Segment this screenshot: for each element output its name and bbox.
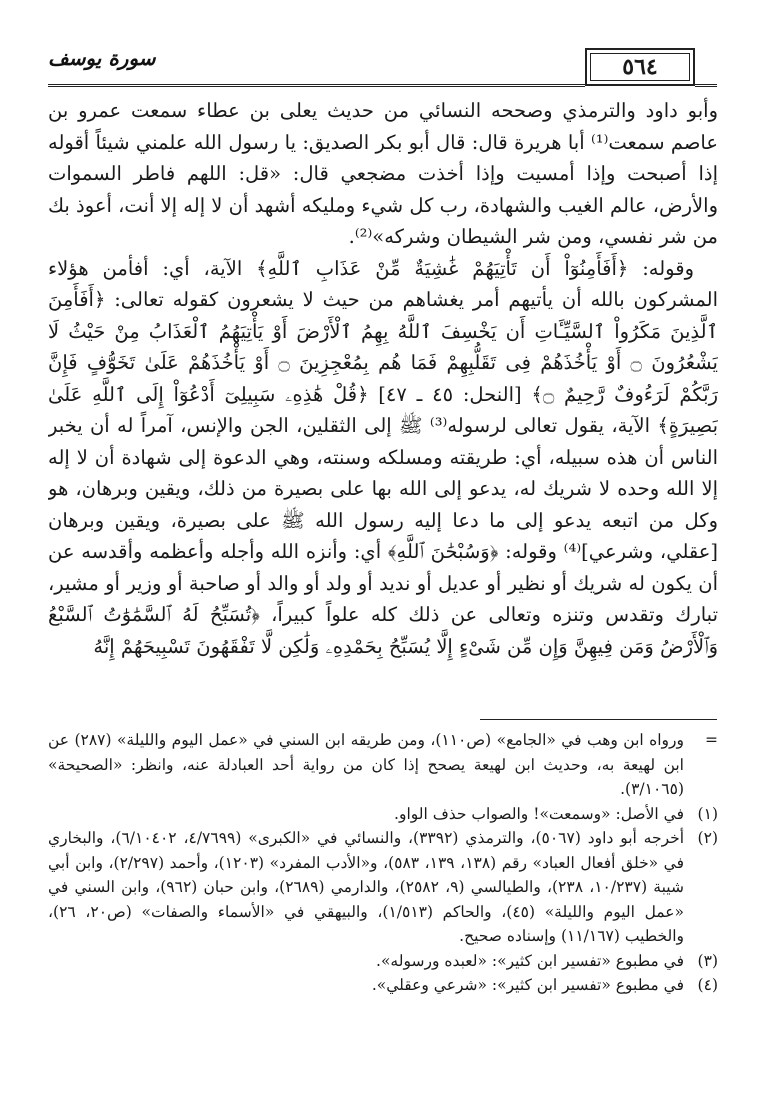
footnote-continued bbox=[48, 728, 718, 802]
paragraph-hadith: وأبو داود والترمذي وصححه النسائي من حديث يعلى بن عطاء سمعت عمرو بن عاصم سمعت⁽¹⁾ أبا هريرة قال: قال أبو بكر الصديق: يا رسول الله علمني شيئاً أقوله إذا أصبحت وإذا أمسيت وإذا أخذت مضجعي قال: «قل: اللهم فاطر السموات والأرض، عالم الغيب والشهادة، رب كل شيء ومليكه أشهد أن لا إله إلا أنت، أعوذ بك من شر نفسي، ومن شر الشيطان وشركه»⁽²⁾. bbox=[48, 99, 718, 248]
footnote-mark: (٢) bbox=[697, 829, 718, 847]
footnote-text: ورواه ابن وهب في «الجامع» (ص١١٠)، ومن طريقه ابن السني في «عمل اليوم والليلة» (٢٨٧) عن ابن لهيعة به، وحديث ابن لهيعة يصحح إذا كان من رواية أحد العبادلة عنه، وانظر: «الصحيحة» (٣/١٠٦٥). bbox=[48, 731, 684, 798]
footnote-4 bbox=[48, 973, 718, 998]
footnote-text: في مطبوع «تفسير ابن كثير»: «لعبده ورسوله». bbox=[376, 951, 684, 970]
footnote-mark: (٤) bbox=[697, 976, 718, 994]
footnote-mark: (١) bbox=[697, 804, 718, 823]
footnote-separator bbox=[480, 719, 717, 720]
page-number-frame bbox=[585, 48, 695, 86]
surah-title: سورة يوسف bbox=[48, 46, 156, 70]
footnote-text: أخرجه أبو داود (٥٠٦٧)، والترمذي (٣٣٩٢)، والنسائي في «الكبرى» (٤/٧٦٩٩، ٦/١٠٤٠٢)، والبخاري في «خلق أفعال العباد» رقم (١٣٨، ١٣٩، ٥٨٣)، و«الأدب المفرد» (١٢٠٣)، وأحمد (٢/٢٩٧)، وابن أبي شيبة (١٠/٢٣٧، ٢٣٨)، والطيالسي (٩، ٢٥٨٢)، والدارمي (٢٦٨٩)، وابن حبان (٩٦٢)، وابن السني في «عمل اليوم والليلة» (٤٥)، والحاكم (١/٥١٣)، والبيهقي في «الأسماء والصفات» (ص٢٠، ٢٦)، والخطيب (١١/١٦٧) وإسناده صحيح. bbox=[48, 829, 685, 945]
paragraph-tafsir: وقوله: ﴿أَفَأَمِنُوٓاْ أَن تَأْتِيَهُمْ غَٰشِيَةٌ مِّنْ عَذَابِ ٱللَّهِ﴾ الآية، أي: أفأمن هؤلاء المشركون بالله أن يأتيهم أمر يغشاهم من حيث لا يشعرون كقوله تعالى: ﴿أَفَأَمِنَ ٱلَّذِينَ مَكَرُواْ ٱلسَّيِّـَٔاتِ أَن يَخْسِفَ ٱللَّهُ بِهِمُ ٱلْأَرْضَ أَوْ يَأْتِيَهُمُ ٱلْعَذَابُ مِنْ حَيْثُ لَا يَشْعُرُونَ ۝ أَوْ يَأْخُذَهُمْ فِى تَقَلُّبِهِمْ فَمَا هُم بِمُعْجِزِينَ ۝ أَوْ يَأْخُذَهُمْ عَلَىٰ تَخَوُّفٍ فَإِنَّ رَبَّكُمْ لَرَءُوفٌ رَّحِيمٌ ۝﴾ [النحل: ٤٥ ـ ٤٧] ﴿قُلْ هَٰذِهِۦ سَبِيلِىٓ أَدْعُوٓاْ إِلَى ٱللَّهِ عَلَىٰ بَصِيرَةٍ﴾ الآية، يقول تعالى لرسوله⁽³⁾ ﷺ إلى الثقلين، الجن والإنس، آمراً له أن يخبر الناس أن هذه سبيله، أي: طريقته ومسلكه وسنته، وهي الدعوة إلى شهادة أن لا إله إلا الله وحده لا شريك له، يدعو إلى الله بها على بصيرة من ذلك، ويقين وبرهان، هو وكل من اتبعه يدعو إلى ما دعا إليه رسول الله ﷺ على بصيرة، ويقين وبرهان [عقلي، وشرعي]⁽⁴⁾ وقوله: ﴿وَسُبْحَٰنَ ٱللَّهِ﴾ أي: وأنزه الله وأجله وأعظمه وأقدسه عن أن يكون له شريك أو نظير أو عديل أو نديد أو ولد أو والد أو صاحبة أو وزير أو مشير، تبارك وتقدس وتنزه وتعالى عن ذلك كله علواً كبيراً، ﴿تُسَبِّحُ لَهُ ٱلسَّمَٰوَٰتُ ٱلسَّبْعُ وَٱلْأَرْضُ وَمَن فِيهِنَّ وَإِن مِّن شَىْءٍ إِلَّا يُسَبِّحُ بِحَمْدِهِۦ وَلَٰكِن لَّا تَفْقَهُونَ تَسْبِيحَهُمْ إِنَّهُ bbox=[48, 256, 718, 658]
page-header bbox=[0, 0, 765, 100]
header-rule bbox=[48, 84, 585, 87]
footnotes bbox=[48, 728, 718, 1078]
footnote-3 bbox=[48, 949, 718, 974]
main-text bbox=[48, 95, 718, 695]
header-rule-right bbox=[695, 84, 717, 87]
footnote-text: في مطبوع «تفسير ابن كثير»: «شرعي وعقلي». bbox=[371, 976, 684, 994]
footnote-mark: (٣) bbox=[697, 951, 718, 970]
page-number: ٥٦٤ bbox=[622, 54, 658, 80]
footnote-mark: = bbox=[705, 731, 718, 749]
footnote-1 bbox=[48, 802, 718, 827]
footnote-2 bbox=[48, 826, 718, 949]
footnote-text: في الأصل: «وسمعت»! والصواب حذف الواو. bbox=[394, 804, 684, 823]
